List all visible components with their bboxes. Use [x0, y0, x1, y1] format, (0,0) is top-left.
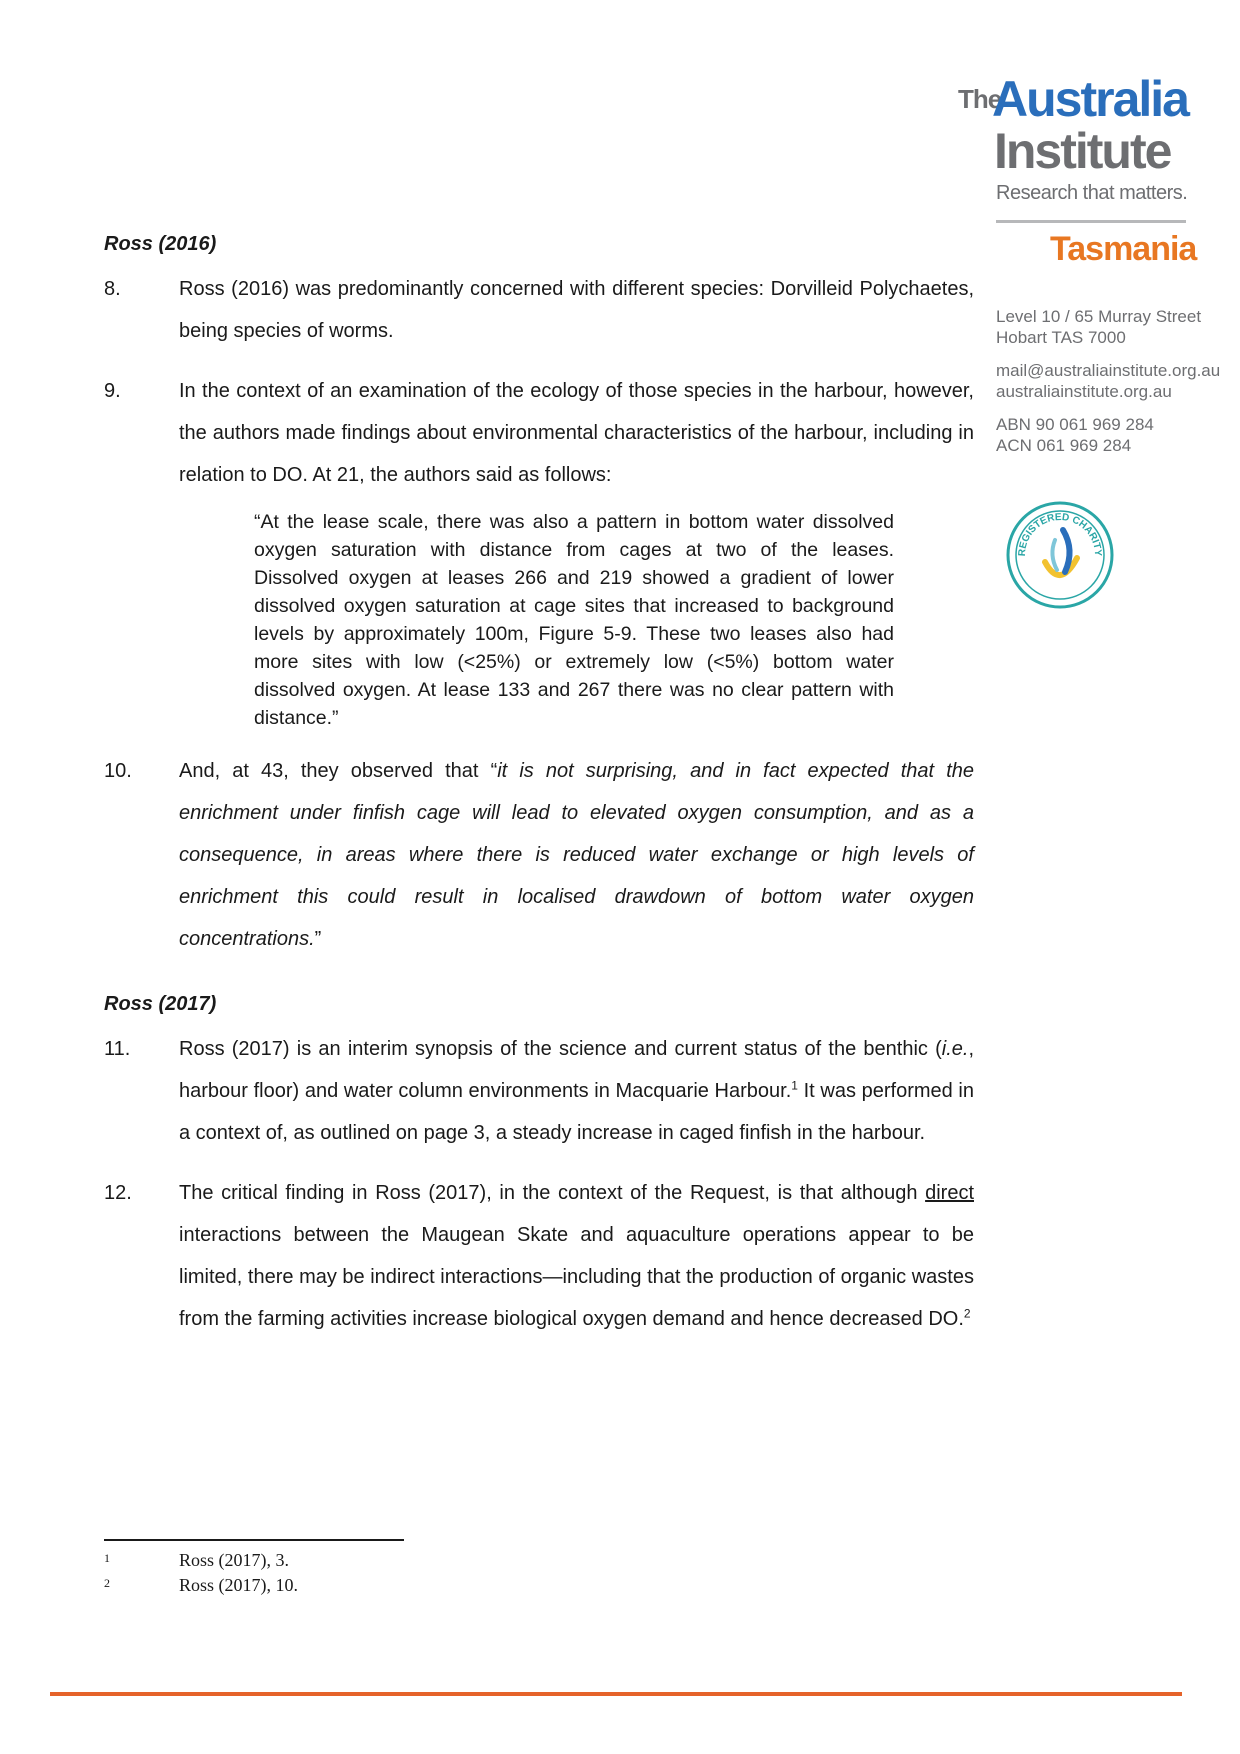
paragraph-text [179, 1028, 974, 1154]
paragraph-text [179, 1172, 974, 1340]
paragraph-lead: And, at 43, they observed that “ [179, 760, 498, 782]
paragraph-12 [104, 1172, 974, 1340]
text-run: , harbour floor) and water column environments in Macquarie Harbour. [179, 1038, 974, 1102]
charity-badge-text: REGISTERED CHARITY [1016, 511, 1104, 557]
paragraph-number: 11. [104, 1038, 131, 1060]
email-link[interactable]: mail@australiainstitute.org.au [996, 361, 1221, 380]
footnote-text: Ross (2017), 3. [179, 1550, 290, 1570]
paragraph-number: 12. [104, 1182, 132, 1204]
page-footer-rule [50, 1692, 1182, 1696]
text-run: It was performed in a context of, as outlined on page 3, a steady increase in caged finfish in the harbour. [179, 1080, 974, 1144]
paragraph-text [179, 750, 974, 960]
quote-close: ” [314, 928, 322, 950]
document-body [104, 230, 974, 1358]
footnote-text: Ross (2017), 10. [179, 1575, 299, 1595]
footnotes [104, 1548, 704, 1598]
contact-block [996, 306, 1236, 468]
footnote-2 [104, 1573, 704, 1598]
paragraph-10 [104, 750, 974, 960]
registered-charity-icon [1005, 500, 1115, 610]
svg-text:REGISTERED CHARITY [1017, 512, 1103, 557]
address-line-2: Hobart TAS 7000 [996, 328, 1126, 347]
footnote-1 [104, 1548, 704, 1573]
logo-australia: Australia [992, 71, 1188, 127]
logo-divider [996, 220, 1186, 223]
paragraph-text: In the context of an examination of the ecology of those species in the harbour, however, the authors made findings about environmental characteristics of the harbour, including in relation to DO. At 21, the authors said as follows: [179, 380, 974, 486]
footnote-number: 2 [104, 1576, 110, 1590]
footnote-ref[interactable]: 1 [791, 1078, 798, 1093]
inline-quote: it is not surprising, and in fact expected that the enrichment under finfish cage will lead to elevated oxygen consumption, and as a consequence, in areas where there is reduced water exchange or high levels of enrichment this could result in localised drawdown of bottom water oxygen concentrations. [179, 760, 974, 950]
paragraph-number: 10. [104, 760, 132, 782]
section-heading-ross-2016: Ross (2016) [104, 233, 217, 255]
logo-institute: Institute [994, 123, 1171, 179]
paragraph-11 [104, 1028, 974, 1154]
section-heading-ross-2017: Ross (2017) [104, 993, 217, 1015]
text-run: interactions between the Maugean Skate and aquaculture operations appear to be limited, there may be indirect interactions—including that the production of organic wastes from the farming activities increase biological oxygen demand and hence decreased DO. [179, 1224, 974, 1330]
paragraph-text: Ross (2016) was predominantly concerned with different species: Dorvilleid Polychaetes, being species of worms. [179, 278, 974, 342]
logo-region: Tasmania [1050, 230, 1197, 268]
text-run: Ross (2017) is an interim synopsis of the science and current status of the benthic ( [179, 1038, 942, 1060]
text-italic: i.e. [941, 1038, 969, 1060]
footnote-divider [104, 1539, 404, 1541]
paragraph-8 [104, 268, 974, 352]
website-link[interactable]: australiainstitute.org.au [996, 382, 1172, 401]
logo-the: The [958, 84, 1002, 114]
footnote-number: 1 [104, 1551, 110, 1565]
footnote-ref[interactable]: 2 [963, 1306, 971, 1321]
block-quote: “At the lease scale, there was also a pattern in bottom water dissolved oxygen saturation with distance from cages at two of the leases. Dissolved oxygen at leases 266 and 219 showed a gradient of lower dissolved oxygen saturation at cage sites that increased to background levels by approximately 100m, Figure 5-9. These two leases also had more sites with low (<25%) or extremely low (<5%) bottom water dissolved oxygen. At lease 133 and 267 there was no clear pattern with distance.” [254, 511, 894, 729]
text-underlined: direct [925, 1182, 974, 1204]
paragraph-9 [104, 370, 974, 496]
logo-tagline: Research that matters. [996, 182, 1188, 204]
abn-number: ABN 90 061 969 284 [996, 415, 1154, 434]
address-line-1: Level 10 / 65 Murray Street [996, 307, 1202, 326]
text-run: The critical finding in Ross (2017), in the context of the Request, is that although [179, 1182, 926, 1204]
paragraph-number: 9. [104, 380, 121, 402]
acn-number: ACN 061 969 284 [996, 436, 1132, 455]
paragraph-number: 8. [104, 278, 121, 300]
